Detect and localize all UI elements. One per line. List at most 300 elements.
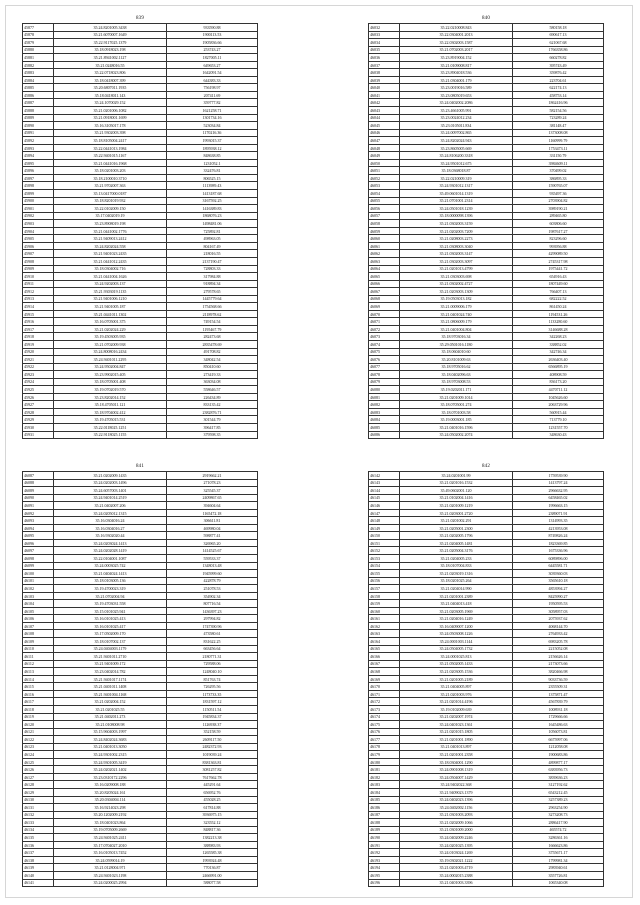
table-row [369, 348, 604, 356]
row-value: 1807449.60 [513, 280, 604, 288]
row-id: 46156 [369, 577, 400, 585]
row-value: 1056073.81 [513, 728, 604, 736]
row-id: 45889 [23, 114, 54, 122]
table-row [23, 363, 258, 371]
row-value: 251078.53 [167, 585, 258, 593]
table-row [23, 532, 258, 540]
row-value: 663456.64 [167, 645, 258, 653]
table-row [369, 295, 604, 303]
row-value: 271078.23 [167, 479, 258, 487]
row-id: 46151 [369, 539, 400, 547]
table-row [369, 638, 604, 646]
row-id: 45895 [23, 159, 54, 167]
row-code: 35.24.0402009.2246 [400, 834, 513, 842]
row-code: 35.21.0204005.233 [400, 555, 513, 563]
table-row [369, 826, 604, 834]
row-id: 46062 [369, 250, 400, 258]
row-code: 35.16.0209008.188 [54, 781, 167, 789]
row-id: 46147 [369, 509, 400, 517]
table-row [369, 758, 604, 766]
row-code: 35.21.0702004.94 [54, 592, 167, 600]
table-row [369, 570, 604, 578]
row-id: 46141 [23, 879, 54, 887]
row-id: 46173 [369, 705, 400, 713]
row-code: 35.24.0402002.1156 [400, 804, 513, 812]
row-value: 1621258.71 [167, 107, 258, 115]
row-id: 46106 [23, 615, 54, 623]
row-code: 35.22.0718023.806 [54, 69, 167, 77]
row-value: 2764933.42 [513, 630, 604, 638]
table-row [369, 137, 604, 145]
row-id: 45925 [23, 386, 54, 394]
row-code: 35.24.0502002.2074 [400, 431, 513, 439]
row-id: 46051 [369, 167, 400, 175]
row-code: 35.18.0103005.136 [54, 577, 167, 585]
row-code: 35.24.8008016.2434 [54, 348, 167, 356]
row-code: 35.21.0702009.938 [54, 340, 167, 348]
row-code: 35.18.8201019.932 [54, 197, 167, 205]
row-value: 395743.49 [513, 61, 604, 69]
row-value: 2886417.90 [513, 819, 604, 827]
row-value: 598877.41 [167, 532, 258, 540]
row-id: 46105 [23, 607, 54, 615]
table-row [23, 416, 258, 424]
row-code: 35.21.0918001.1699 [54, 114, 167, 122]
row-id: 46066 [369, 280, 400, 288]
row-value: 1799981.34 [513, 856, 604, 864]
row-code: 35.16.0101025.417 [54, 622, 167, 630]
row-code: 35.21.6070007.1649 [54, 31, 167, 39]
table-row [23, 129, 258, 137]
row-id: 46095 [23, 532, 54, 540]
row-value: 273419.33 [167, 371, 258, 379]
row-code: 35.21.0441011.1302 [54, 310, 167, 318]
table-row [23, 517, 258, 525]
row-code: 35.21.0302003.3097 [400, 257, 513, 265]
row-id: 46083 [369, 408, 400, 416]
row-code: 35.21.0102004.1416 [400, 494, 513, 502]
table-row [23, 333, 258, 341]
row-id: 46046 [369, 129, 400, 137]
row-value: 1382213.38 [167, 834, 258, 842]
row-value: 1414525.67 [167, 547, 258, 555]
row-value: 756198.97 [167, 84, 258, 92]
row-id: 46120 [23, 721, 54, 729]
row-id: 46123 [23, 743, 54, 751]
row-code: 35.19.0102009.639 [400, 705, 513, 713]
row-value: 1675336.96 [513, 547, 604, 555]
table-row [369, 257, 604, 265]
row-value: 3557726.81 [513, 871, 604, 879]
row-id: 46070 [369, 310, 400, 318]
row-value: 560915.44 [513, 408, 604, 416]
row-value: 4853994.27 [513, 585, 604, 593]
row-code: 35.21.0302002.4727 [400, 280, 513, 288]
row-id: 46075 [369, 348, 400, 356]
table-row [23, 69, 258, 77]
table-row [23, 879, 258, 887]
table-row [369, 841, 604, 849]
row-value: 2355509.31 [513, 683, 604, 691]
row-value: 918894.34 [167, 280, 258, 288]
row-value: 1373008.08 [513, 129, 604, 137]
row-value: 807716.54 [167, 600, 258, 608]
row-value: 2963254.90 [513, 804, 604, 812]
row-code: 35.18.0107004.833 [400, 562, 513, 570]
row-id: 46078 [369, 371, 400, 379]
data-table [22, 471, 258, 887]
table-row [23, 84, 258, 92]
table-row [23, 107, 258, 115]
row-code: 35.17.0704027.2010 [54, 841, 167, 849]
row-id: 46039 [369, 76, 400, 84]
row-code: 35.19.4703031.558 [54, 600, 167, 608]
row-id: 46119 [23, 713, 54, 721]
row-value: 370499.02 [513, 167, 604, 175]
row-id: 46127 [23, 773, 54, 781]
row-code: 35.16.0409007.1200 [400, 622, 513, 630]
row-id: 46196 [369, 879, 400, 887]
row-code: 35.22.9118025.1155 [54, 431, 167, 439]
row-id: 46054 [369, 190, 400, 198]
table-row [23, 205, 258, 213]
row-code: 35.18.0604010.60 [400, 348, 513, 356]
row-id: 45903 [23, 220, 54, 228]
row-value: 3989190.21 [513, 205, 604, 213]
row-value: 1895938.12 [167, 144, 258, 152]
row-id: 46099 [23, 562, 54, 570]
row-code: 35.24.0003025.742 [54, 562, 167, 570]
table-row [23, 288, 258, 296]
row-value: 1975441.72 [513, 265, 604, 273]
row-id: 46172 [369, 698, 400, 706]
row-code: 35.13.0417000.0187 [54, 190, 167, 198]
table-row [369, 31, 604, 39]
row-code: 35.21.0201001.1890 [400, 736, 513, 744]
row-value: 445291.64 [167, 781, 258, 789]
row-code: 35.21.0303003.698 [400, 273, 513, 281]
table-row [369, 622, 604, 630]
row-id: 46164 [369, 638, 400, 646]
table-row [369, 159, 604, 167]
row-value: 289465.80 [513, 212, 604, 220]
row-id: 46088 [23, 479, 54, 487]
row-value: 297994.82 [167, 615, 258, 623]
row-code: 35.24.0503008.1226 [400, 630, 513, 638]
table-row [369, 205, 604, 213]
row-code: 35.21.0009006.179 [400, 303, 513, 311]
row-id: 45892 [23, 137, 54, 145]
row-id: 46170 [369, 683, 400, 691]
row-code: 35.18.0304001.1290 [400, 758, 513, 766]
table-row [369, 524, 604, 532]
row-value: 558646.57 [167, 386, 258, 394]
table-row [369, 698, 604, 706]
row-id: 46176 [369, 728, 400, 736]
table-row [23, 690, 258, 698]
row-value: 491708.82 [167, 348, 258, 356]
row-id: 45884 [23, 76, 54, 84]
table-row [369, 728, 604, 736]
table-row [369, 76, 604, 84]
table-row [23, 713, 258, 721]
row-value: 1766358.86 [513, 46, 604, 54]
row-code: 35.19.0705009.2669 [54, 826, 167, 834]
table-row [369, 705, 604, 713]
table-row [369, 431, 604, 439]
row-id: 46121 [23, 728, 54, 736]
row-value: 6383956.73 [513, 766, 604, 774]
row-value: 2118978.62 [167, 310, 258, 318]
row-id: 46040 [369, 84, 400, 92]
table-row [23, 487, 258, 495]
row-id: 45899 [23, 190, 54, 198]
row-value: 9033736.59 [513, 675, 604, 683]
table-row [23, 167, 258, 175]
table-row [369, 555, 604, 563]
table-row [369, 675, 604, 683]
row-value: 861450.24 [513, 303, 604, 311]
row-value: 2382876.71 [167, 408, 258, 416]
row-id: 46124 [23, 751, 54, 759]
row-code: 35.24.9401025.2411 [54, 834, 167, 842]
row-value: 458753.14 [513, 91, 604, 99]
row-value: 1375871.47 [513, 690, 604, 698]
row-id: 45897 [23, 174, 54, 182]
row-value: 473580.61 [167, 630, 258, 638]
row-code: 35.23.8904018.536 [400, 69, 513, 77]
row-value: 850410.60 [167, 363, 258, 371]
table-row [23, 152, 258, 160]
row-code: 35.49.0602001.120 [400, 487, 513, 495]
table-row [23, 660, 258, 668]
table-row [23, 622, 258, 630]
row-id: 46190 [369, 834, 400, 842]
row-code: 35.21.9302003.398 [54, 129, 167, 137]
row-value: 386895.33 [513, 174, 604, 182]
row-value: 848817.36 [167, 826, 258, 834]
table-row [369, 242, 604, 250]
row-value: 1231557.70 [513, 423, 604, 431]
row-value: 342746.34 [513, 348, 604, 356]
row-code: 35.24.0103024.1269 [400, 849, 513, 857]
row-code: 35.21.0201002.291 [400, 517, 513, 525]
row-code: 35.21.0201015.1805 [400, 728, 513, 736]
row-id: 46080 [369, 386, 400, 394]
row-id: 45890 [23, 122, 54, 130]
row-id: 46144 [369, 487, 400, 495]
table-row [369, 479, 604, 487]
row-code: 35.24.0404003.1179 [54, 645, 167, 653]
row-value: 2389071.91 [513, 509, 604, 517]
row-value: 2703904.82 [513, 197, 604, 205]
row-code: 35.18.0201025.264 [400, 577, 513, 585]
row-value: 2215052.08 [513, 645, 604, 653]
row-id: 46087 [23, 472, 54, 480]
row-code: 35.19.0202011.171 [400, 386, 513, 394]
row-id: 46073 [369, 333, 400, 341]
row-code: 35.21.0108008.98 [54, 721, 167, 729]
row-value: 1301734.16 [167, 114, 258, 122]
row-value: 323552.12 [167, 819, 258, 827]
row-value: 6458465.02 [513, 494, 604, 502]
row-value: 331150.79 [513, 152, 604, 160]
table-row [23, 849, 258, 857]
row-value: 3273208.73 [513, 811, 604, 819]
row-id: 46146 [369, 502, 400, 510]
row-id: 46065 [369, 273, 400, 281]
row-code: 35.22.0210009.319 [400, 174, 513, 182]
row-code: 35.20.8101009.63 [400, 356, 513, 364]
row-id: 46048 [369, 144, 400, 152]
row-code: 35.24.8202024.558 [54, 242, 167, 250]
table-row [23, 615, 258, 623]
row-id: 46052 [369, 174, 400, 182]
table-row [369, 190, 604, 198]
row-id: 45878 [23, 31, 54, 39]
table-row [369, 645, 604, 653]
quadrant-bottom-right [368, 462, 604, 887]
row-id: 46148 [369, 517, 400, 525]
row-value: 933590.88 [167, 24, 258, 32]
row-id: 46166 [369, 653, 400, 661]
row-id: 46056 [369, 205, 400, 213]
row-value: 1747390.96 [167, 622, 258, 630]
row-code: 35.49.0601014.1319 [400, 190, 513, 198]
row-id: 46139 [23, 864, 54, 872]
table-row [23, 600, 258, 608]
table-row [369, 152, 604, 160]
table-row [23, 24, 258, 32]
row-id: 46116 [23, 690, 54, 698]
row-id: 45915 [23, 310, 54, 318]
row-value: 6089896.00 [513, 555, 604, 563]
row-id: 46038 [369, 69, 400, 77]
row-code: 35.21.0201001.2358 [400, 751, 513, 759]
row-code: 35.21.0202004.152 [54, 698, 167, 706]
table-row [23, 819, 258, 827]
row-id: 45928 [23, 408, 54, 416]
row-id: 46089 [23, 487, 54, 495]
row-code: 35.17.0502009.170 [54, 630, 167, 638]
row-code: 35.21.9401004.1168 [54, 690, 167, 698]
row-code: 35.24.9202003.137 [54, 280, 167, 288]
row-id: 46069 [369, 303, 400, 311]
row-value: 3146688.28 [513, 325, 604, 333]
row-value: 379598.35 [167, 431, 258, 439]
row-code: 35.24.9401011.2295 [54, 356, 167, 364]
row-id: 46133 [23, 819, 54, 827]
row-id: 46034 [369, 39, 400, 47]
row-code: 35.21.0208003.2273 [400, 235, 513, 243]
row-code: 35.24.0202021.1402 [54, 766, 167, 774]
table-row [23, 555, 258, 563]
row-code: 35.23.8919004.152 [400, 54, 513, 62]
row-id: 45908 [23, 257, 54, 265]
row-id: 46177 [369, 736, 400, 744]
row-id: 45885 [23, 84, 54, 92]
row-code: 35.16.0105013.7452 [54, 849, 167, 857]
row-id: 46125 [23, 758, 54, 766]
table-row [23, 393, 258, 401]
row-value: 1248040.10 [167, 668, 258, 676]
row-id: 45896 [23, 167, 54, 175]
table-row [369, 804, 604, 812]
row-value: 1416389.83 [167, 205, 258, 213]
row-value: 2466991.00 [167, 871, 258, 879]
table-row [23, 683, 258, 691]
row-id: 46185 [369, 796, 400, 804]
table-row [369, 509, 604, 517]
row-value: 806525.15 [167, 174, 258, 182]
row-code: 35.21.9303019.1135 [54, 288, 167, 296]
row-id: 46140 [23, 871, 54, 879]
table-row [23, 257, 258, 265]
row-id: 46063 [369, 257, 400, 265]
row-value: 1413797.24 [513, 479, 604, 487]
row-code: 35.24.1070029.152 [54, 99, 167, 107]
row-value: 359777.82 [167, 99, 258, 107]
row-value: 3984609.11 [513, 159, 604, 167]
table-row [23, 751, 258, 759]
table-row [369, 416, 604, 424]
row-code: 35.21.0201014.4196 [400, 698, 513, 706]
row-value: 2609117.50 [167, 736, 258, 744]
table-row [369, 167, 604, 175]
row-value: 223704.61 [513, 76, 604, 84]
row-value: 465574.72 [513, 826, 604, 834]
row-value: 6543212.45 [513, 788, 604, 796]
row-value: 660278.82 [513, 54, 604, 62]
table-row [23, 547, 258, 555]
row-id: 46192 [369, 849, 400, 857]
table-row [369, 46, 604, 54]
row-value: 381148.47 [513, 122, 604, 130]
row-value: 851763.74 [167, 675, 258, 683]
row-value: 1231052.1 [167, 159, 258, 167]
row-id: 46168 [369, 668, 400, 676]
row-code: 35.18.9703016.34 [400, 333, 513, 341]
row-id: 46076 [369, 356, 400, 364]
table-row [23, 781, 258, 789]
row-id: 46165 [369, 645, 400, 653]
table-row [369, 340, 604, 348]
row-code: 35.18.0000098.1396 [400, 212, 513, 220]
row-value: 326965.20 [167, 539, 258, 547]
row-value: 3755671.17 [513, 849, 604, 857]
row-code: 35.21.0304001.179 [400, 76, 513, 84]
table-row [369, 423, 604, 431]
row-id: 46081 [369, 393, 400, 401]
row-value: 2173073.66 [513, 660, 604, 668]
table-row [23, 280, 258, 288]
row-value: 728803.33 [167, 265, 258, 273]
row-code: 35.21.0402007.206 [54, 502, 167, 510]
row-id: 45888 [23, 107, 54, 115]
row-id: 46181 [369, 766, 400, 774]
row-id: 46085 [369, 423, 400, 431]
row-code: 35.23.0024012.234 [400, 114, 513, 122]
row-code: 35.21.0201009.1014 [400, 393, 513, 401]
table-row [369, 303, 604, 311]
row-value: 729588.06 [167, 660, 258, 668]
row-code: 35.19.4700023.319 [54, 585, 167, 593]
row-id: 46059 [369, 227, 400, 235]
row-id: 45901 [23, 205, 54, 213]
table-row [23, 653, 258, 661]
row-code: 35.21.0201009.1219 [400, 502, 513, 510]
row-code: 35.21.0203001.2720 [400, 509, 513, 517]
